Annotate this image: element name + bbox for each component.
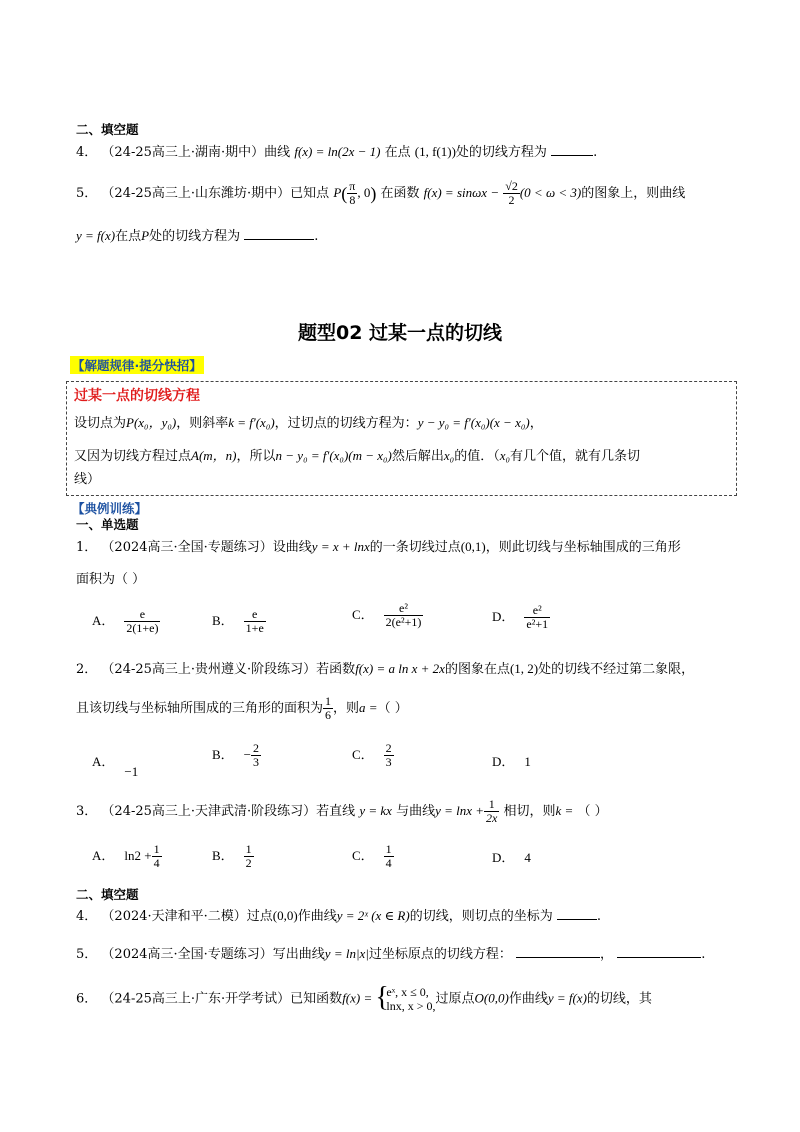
q2-option-a[interactable]: A．−1 [92, 754, 139, 779]
method-line-3: 线） [74, 472, 101, 487]
q2-option-c[interactable]: C． $\frac{2}{3}$ [352, 741, 392, 769]
question-1-line2: 面积为（ ） [76, 572, 146, 587]
math-expr: f(x) = ln(2x − 1) [294, 144, 381, 159]
section-heading-fill-blank: 二、填空题 [76, 122, 139, 137]
page-title: 题型02 过某一点的切线 [297, 322, 503, 344]
q3-option-b[interactable]: B． $\frac{1}{2}$ [212, 842, 252, 870]
example-tag: 【典例训练】 [72, 501, 148, 516]
method-line-1: 设切点为P(x₀，y₀)，则斜率k = f′(x₀)，过切点的切线方程为：y − y₀ = f′(x₀)(x − x₀)， [74, 415, 543, 431]
answer-blank [557, 905, 597, 920]
method-heading: 过某一点的切线方程 [74, 388, 200, 404]
q2-option-d[interactable]: D． 1 [492, 754, 531, 769]
question-1: 1． （2024高三·全国·专题练习）设曲线y = x + lnx的一条切线过点(0,1)，则此切线与坐标轴围成的三角形 [76, 539, 681, 555]
answer-blank [617, 943, 701, 958]
q2-option-b[interactable]: B． − $\frac{2}{3}$ [212, 741, 260, 769]
math-point: (1, f(1)) [414, 144, 456, 159]
tip-tag: 【解题规律·提分快招】 [72, 358, 202, 373]
section-heading-single-choice: 一、单选题 [76, 517, 139, 532]
answer-blank [551, 141, 593, 156]
question-2-line2: 且该切线与坐标轴所围成的三角形的面积为 $\frac{1}{6}$ ，则a =（ ） [76, 694, 408, 722]
question-4: 4． （2024·天津和平·二模）过点(0,0)作曲线y = 2ˣ (x ∈ R)的切线，则切点的坐标为 . [76, 905, 601, 927]
q1-option-d[interactable]: D． $\frac{\text{e²}}{\text{e²+1}}$ [492, 603, 549, 631]
q3-option-c[interactable]: C． $\frac{1}{4}$ [352, 842, 392, 870]
q1-option-b[interactable]: B． $\frac{e}{1+e}$ [212, 607, 264, 635]
method-line-2: 又因为切线方程过点A(m，n)，所以n − y₀ = f′(x₀)(m − x₀)然后解出x₀的值．（x₀有几个值，就有几条切 [74, 448, 641, 464]
fraction-sqrt2-2: $\frac{√2}{2}$ [505, 179, 518, 207]
q1-option-a[interactable]: A． $\frac{e}{2(1+e)}$ [92, 607, 159, 635]
question-3: 3． （24-25高三上·天津武清·阶段练习）若直线 y = kx 与曲线y = lnx + $\frac{1}{2x}$ 相切，则k = （ ） [76, 797, 608, 825]
answer-blank [516, 943, 600, 958]
question-4-top: 4． （24-25高三上·湖南·期中）曲线 f(x) = ln(2x − 1) 在点 (1, f(1))处的切线方程为 . [76, 141, 597, 163]
question-5: 5． （2024高三·全国·专题练习）写出曲线y = ln|x|过坐标原点的切线方程： ， . [76, 943, 705, 965]
question-6: 6． （24-25高三上·广东·开学考试）已知函数f(x) = { eˣ, x ≤ 0, lnx, x > 0, 过原点O(0,0)作曲线y = f(x)的切线，其 [76, 985, 652, 1013]
section-heading-fill-blank-2: 二、填空题 [76, 887, 139, 902]
q1-option-c[interactable]: C． $\frac{\text{e²}}{\text{2(e²+1)}}$ [352, 601, 422, 629]
question-2: 2． （24-25高三上·贵州遵义·阶段练习）若函数f(x) = a ln x + 2x的图象在点(1, 2)处的切线不经过第二象限， [76, 661, 695, 677]
answer-blank [244, 225, 314, 240]
fraction-pi-8: $\frac{\pi}{8}$ [349, 179, 356, 207]
question-5-top: 5． （24-25高三上·山东潍坊·期中）已知点 P( $\frac{\pi}{8}$ , 0) 在函数 f(x) = sinωx − $\frac{√2}{2}$ (0 < ω < 3)的图象上，则曲线 [76, 179, 686, 207]
piecewise-function: { eˣ, x ≤ 0, lnx, x > 0, [376, 985, 435, 1013]
q3-option-a[interactable]: A． ln2 + $\frac{1}{4}$ [92, 842, 160, 870]
q3-option-d[interactable]: D． 4 [492, 850, 531, 865]
question-5-top-line2: y = f(x)在点P处的切线方程为 . [76, 225, 318, 247]
